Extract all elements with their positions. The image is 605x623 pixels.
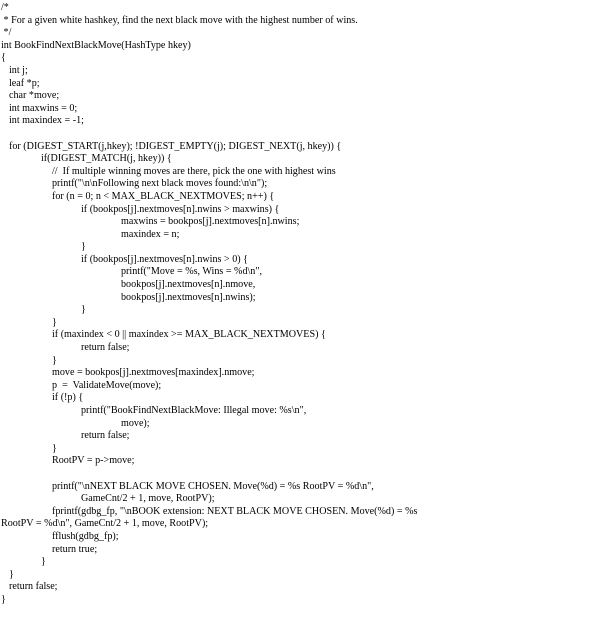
code-line: printf("BookFindNextBlackMove: Illegal move: %s\n", [81, 405, 307, 416]
code-line: } [81, 241, 86, 253]
code-line: * For a given white hashkey, find the next black move with the highest number of wins. [1, 14, 358, 26]
code-line: int maxwins = 0; [9, 102, 78, 114]
code-line: RootPV = %d\n", GameCnt/2 + 1, move, RootPV); [1, 518, 209, 530]
code-line: RootPV = p->move; [52, 455, 135, 467]
code-line: int maxindex = -1; [9, 115, 84, 127]
code-line: if (!p) { [52, 392, 84, 404]
code-line: for (n = 0; n < MAX_BLACK_NEXTMOVES; n++) { [52, 190, 275, 202]
code-line: fprintf(gdbg_fp, "\nBOOK extension: NEXT BLACK MOVE CHOSEN. Move(%d) = %s [52, 505, 418, 517]
code-line: p = ValidateMove(move); [52, 379, 162, 391]
code-line: } [41, 556, 46, 568]
code-line [1, 128, 601, 141]
code-line: return false; [81, 430, 130, 442]
code-line: printf("\n\nFollowing next black moves found:\n\n"); [52, 178, 268, 190]
code-line: } [52, 316, 57, 328]
code-line: maxwins = bookpos[j].nextmoves[n].nwins; [121, 216, 300, 228]
code-line: char *move; [9, 90, 60, 102]
code-line: } [81, 304, 86, 316]
code-line: { [1, 52, 6, 64]
code-line: } [1, 593, 6, 605]
code-line: } [52, 442, 57, 454]
code-line: return true; [52, 543, 98, 555]
code-line: printf("\nNEXT BLACK MOVE CHOSEN. Move(%d) = %s RootPV = %d\n", [52, 480, 374, 492]
code-line: // If multiple winning moves are there, pick the one with highest wins [52, 165, 336, 177]
code-line: } [9, 568, 14, 580]
code-line: move); [121, 417, 150, 429]
code-line: if (bookpos[j].nextmoves[n].nwins > maxwins) { [81, 203, 280, 215]
code-line: int j; [9, 64, 28, 76]
code-line: GameCnt/2 + 1, move, RootPV); [81, 493, 215, 505]
code-line: bookpos[j].nextmoves[n].nwins); [121, 291, 256, 303]
code-line: printf("Move = %s, Wins = %d\n", [121, 266, 262, 278]
code-line: bookpos[j].nextmoves[n].nmove, [121, 279, 256, 291]
code-line: if (maxindex < 0 || maxindex >= MAX_BLACK_NEXTMOVES) { [52, 329, 326, 341]
code-line: /* [1, 2, 9, 13]
code-line: for (DIGEST_START(j,hkey); !DIGEST_EMPTY(j); DIGEST_NEXT(j, hkey)) { [9, 140, 342, 152]
code-line: if(DIGEST_MATCH(j, hkey)) { [41, 153, 172, 165]
code-line: int BookFindNextBlackMove(HashType hkey) [1, 39, 191, 51]
code-line: leaf *p; [9, 77, 40, 89]
code-listing [1, 2, 601, 607]
code-line: */ [1, 27, 12, 39]
code-line: return false; [81, 342, 130, 354]
code-line: return false; [9, 581, 58, 593]
code-line: move = bookpos[j].nextmoves[maxindex].nmove; [52, 367, 255, 379]
code-line: fflush(gdbg_fp); [52, 530, 119, 542]
code-line: } [52, 354, 57, 366]
code-line [1, 468, 601, 481]
code-line: if (bookpos[j].nextmoves[n].nwins > 0) { [81, 253, 248, 265]
code-line: maxindex = n; [121, 228, 180, 240]
